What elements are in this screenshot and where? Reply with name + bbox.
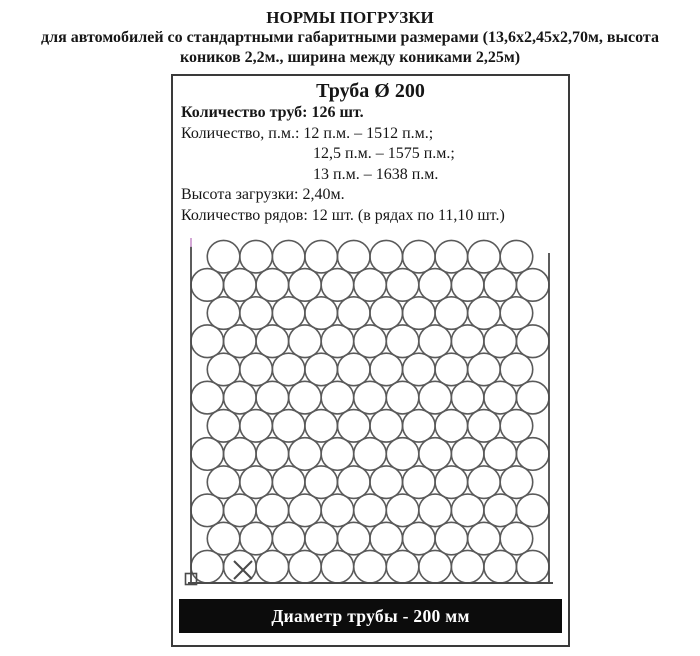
- pipe-circle: [500, 353, 533, 386]
- pipe-circle: [337, 297, 370, 330]
- pipe-circle: [403, 522, 436, 555]
- pipe-circle: [272, 297, 305, 330]
- pipe-circle: [370, 410, 403, 443]
- pipe-circle: [337, 522, 370, 555]
- pipe-circle: [240, 410, 273, 443]
- pipe-circle: [191, 438, 224, 471]
- pipe-circle: [468, 297, 501, 330]
- pipe-circle: [289, 269, 322, 302]
- pipe-circle: [468, 522, 501, 555]
- pipe-circle: [224, 438, 257, 471]
- pipe-circle: [321, 494, 354, 527]
- pipe-circle: [354, 381, 387, 414]
- pipe-circle: [305, 522, 338, 555]
- document-title: НОРМЫ ПОГРУЗКИ: [266, 8, 434, 27]
- pipe-circle: [207, 522, 240, 555]
- pipe-circle: [516, 494, 549, 527]
- pipe-circle: [207, 410, 240, 443]
- pipe-circle: [500, 522, 533, 555]
- pipe-circle: [435, 297, 468, 330]
- pipe-circle: [191, 325, 224, 358]
- pipe-circle: [451, 269, 484, 302]
- pipe-circle: [468, 240, 501, 273]
- pipe-circle: [240, 522, 273, 555]
- pipe-circle: [191, 381, 224, 414]
- pipe-circle: [354, 494, 387, 527]
- pipe-spec-card: [171, 74, 570, 647]
- pipe-circle: [370, 240, 403, 273]
- pipe-circle: [207, 353, 240, 386]
- pipe-circle: [435, 240, 468, 273]
- pipe-circle: [516, 269, 549, 302]
- pipe-circle: [451, 550, 484, 583]
- pipe-circle: [403, 353, 436, 386]
- pipe-circle: [337, 240, 370, 273]
- pipe-circle: [419, 438, 452, 471]
- pipe-circle: [516, 550, 549, 583]
- pipe-circle: [224, 325, 257, 358]
- pipe-circle: [451, 438, 484, 471]
- pipe-circle: [484, 438, 517, 471]
- pipe-circle: [419, 269, 452, 302]
- pipe-circle: [337, 410, 370, 443]
- pipe-circle: [240, 297, 273, 330]
- pipe-circle: [370, 522, 403, 555]
- pipe-circle: [435, 353, 468, 386]
- pipe-circle: [500, 466, 533, 499]
- pipe-circle: [370, 466, 403, 499]
- linear-meters-line-3: 13 п.м. – 1638 п.м.: [313, 165, 439, 183]
- pipe-circle: [484, 325, 517, 358]
- pipe-circle: [370, 353, 403, 386]
- pipe-circle: [224, 494, 257, 527]
- pipe-circle: [191, 269, 224, 302]
- pipe-circle: [272, 410, 305, 443]
- pipe-circle: [516, 438, 549, 471]
- pipe-circle: [386, 269, 419, 302]
- pipe-circle: [256, 494, 289, 527]
- pipe-diameter-label: Диаметр трубы - 200 мм: [271, 605, 470, 626]
- pipe-circle: [272, 353, 305, 386]
- document-subtitle-line2: коников 2,2м., ширина между кониками 2,25м): [179, 49, 521, 66]
- pipe-circle: [354, 550, 387, 583]
- pipe-circle: [256, 550, 289, 583]
- pipe-circle: [240, 353, 273, 386]
- pipe-stack-diagram: [173, 76, 568, 645]
- pipe-circle: [403, 466, 436, 499]
- pipe-circle: [321, 438, 354, 471]
- pipe-circle: [354, 438, 387, 471]
- pipe-circle: [468, 353, 501, 386]
- document-subtitle-line1: для автомобилей со стандартными габаритными размерами (13,6х2,45х2,70м, высота: [41, 29, 659, 46]
- pipe-circle: [224, 269, 257, 302]
- pipe-circle: [289, 325, 322, 358]
- pipe-circle: [435, 466, 468, 499]
- pipe-circle: [240, 240, 273, 273]
- pipe-circle: [403, 410, 436, 443]
- pipe-circle: [451, 381, 484, 414]
- pipe-circle: [354, 325, 387, 358]
- pipe-diameter-banner: [179, 599, 562, 633]
- pipe-circle: [419, 494, 452, 527]
- pipe-circle: [386, 381, 419, 414]
- load-height-line: Высота загрузки: 2,40м.: [181, 186, 345, 203]
- pipe-circle: [224, 381, 257, 414]
- pipe-circle: [419, 381, 452, 414]
- document-header: [0, 0, 700, 68]
- pipe-circle: [289, 550, 322, 583]
- pipe-circle: [403, 297, 436, 330]
- pipe-circle: [321, 550, 354, 583]
- row-count-line: Количество рядов: 12 шт. (в рядах по 11,10 шт.): [181, 206, 505, 224]
- pipe-circle: [272, 522, 305, 555]
- pipe-circle: [500, 297, 533, 330]
- pipe-circle: [207, 240, 240, 273]
- pipe-circle: [305, 410, 338, 443]
- pipe-circle: [289, 438, 322, 471]
- pipe-circle: [484, 269, 517, 302]
- pipe-circle: [207, 297, 240, 330]
- pipe-circle: [289, 381, 322, 414]
- linear-meters-line-1: Количество, п.м.: 12 п.м. – 1512 п.м.;: [181, 124, 434, 142]
- pipe-circle: [370, 297, 403, 330]
- pipe-circle: [256, 325, 289, 358]
- pipe-circle: [516, 325, 549, 358]
- pipe-circle: [354, 269, 387, 302]
- pipe-circle: [516, 381, 549, 414]
- pipe-circle: [256, 269, 289, 302]
- pipe-circle: [256, 381, 289, 414]
- pipe-circle: [305, 297, 338, 330]
- pipe-circle: [451, 325, 484, 358]
- pipe-circle: [451, 494, 484, 527]
- pipe-circle: [386, 550, 419, 583]
- pipe-circle: [500, 410, 533, 443]
- pipe-circle: [337, 466, 370, 499]
- pipe-circle: [207, 466, 240, 499]
- pipe-circle: [468, 466, 501, 499]
- pipe-circle: [240, 466, 273, 499]
- pipe-circle: [337, 353, 370, 386]
- linear-meters-line-2: 12,5 п.м. – 1575 п.м.;: [313, 145, 455, 162]
- pipe-type-heading: Труба Ø 200: [316, 80, 425, 102]
- pipe-circle: [272, 466, 305, 499]
- pipe-circle: [272, 240, 305, 273]
- pipe-circle: [321, 269, 354, 302]
- pipe-circle: [484, 550, 517, 583]
- pipe-circle: [435, 522, 468, 555]
- pipe-circle: [435, 410, 468, 443]
- pipe-circle: [386, 494, 419, 527]
- pipe-circle: [191, 494, 224, 527]
- pipe-circle: [484, 494, 517, 527]
- pipe-circle: [321, 325, 354, 358]
- pipe-circle: [500, 240, 533, 273]
- pipe-circle: [305, 240, 338, 273]
- pipe-circle: [403, 240, 436, 273]
- pipe-circle: [305, 353, 338, 386]
- pipe-circle: [386, 438, 419, 471]
- pipe-circle: [256, 438, 289, 471]
- pipe-circle: [419, 550, 452, 583]
- pipe-circle: [419, 325, 452, 358]
- pipe-circle: [289, 494, 322, 527]
- pipe-circle: [305, 466, 338, 499]
- pipe-circle: [321, 381, 354, 414]
- pipe-circle: [386, 325, 419, 358]
- pipe-circle: [484, 381, 517, 414]
- pipe-count-line: Количество труб: 126 шт.: [181, 104, 364, 121]
- pipe-circle: [468, 410, 501, 443]
